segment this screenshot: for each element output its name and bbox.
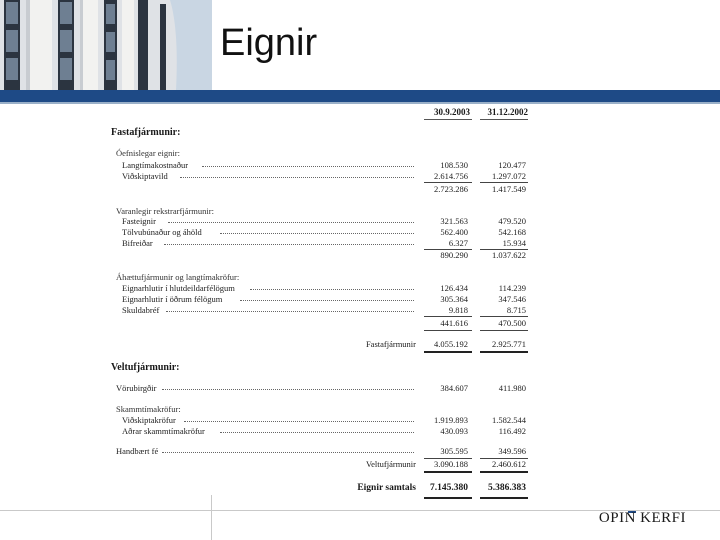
grand-total-label: Eignir samtals xyxy=(357,483,416,493)
value-2002: 542.168 xyxy=(498,227,526,237)
row-label: Skuldabréf xyxy=(122,305,160,315)
row-label: Vörubirgðir xyxy=(116,383,157,393)
slide-title: Eignir xyxy=(220,22,318,64)
leader-dots xyxy=(162,389,414,390)
header-band xyxy=(0,90,720,102)
subtotal-row xyxy=(122,318,528,330)
column-header-2003: 30.9.2003 xyxy=(434,107,470,117)
subtotal-2003: 2.723.286 xyxy=(434,184,468,194)
leader-dots xyxy=(180,177,414,178)
value-2002: 15.934 xyxy=(502,238,526,248)
value-2003: 384.607 xyxy=(440,383,468,393)
subtotal-rule xyxy=(424,182,472,183)
row-label: Eignarhlutir í öðrum félögum xyxy=(122,294,223,304)
row-label: Bifreiðar xyxy=(122,238,153,248)
total-rule xyxy=(480,471,528,473)
table-row xyxy=(122,216,528,227)
subtotal-2002: 470.500 xyxy=(498,318,526,328)
table-row xyxy=(122,227,528,238)
value-2002: 8.715 xyxy=(506,305,526,315)
table-row xyxy=(122,238,528,249)
total-label: Fastafjármunir xyxy=(365,339,416,349)
subtotal-rule xyxy=(480,330,528,331)
leader-dots xyxy=(250,289,414,290)
column-header-underline xyxy=(424,119,472,120)
subheading-receivables: Skammtímakröfur: xyxy=(116,404,181,414)
section-heading-current-assets: Veltufjármunir: xyxy=(111,362,180,373)
subtotal-row xyxy=(122,184,528,196)
subtotal-rule xyxy=(480,182,528,183)
leader-dots xyxy=(240,300,414,301)
value-2002: 116.492 xyxy=(498,426,526,436)
leader-dots xyxy=(202,166,414,167)
subheading-financial: Áhættufjármunir og langtímakröfur: xyxy=(116,272,240,282)
subtotal-2003: 441.616 xyxy=(440,318,468,328)
value-2003: 305.364 xyxy=(440,294,468,304)
leader-dots xyxy=(168,222,414,223)
value-2002: 349.596 xyxy=(498,446,526,456)
subtotal-rule xyxy=(480,316,528,317)
total-rule xyxy=(424,471,472,473)
column-header-2002: 31.12.2002 xyxy=(487,107,528,117)
value-2002: 120.477 xyxy=(498,160,526,170)
total-label: Veltufjármunir xyxy=(365,459,416,469)
total-2003: 3.090.188 xyxy=(434,459,468,469)
value-2003: 562.400 xyxy=(440,227,468,237)
grand-total-2002: 5.386.383 xyxy=(488,483,526,493)
section-heading-fixed-assets: Fastafjármunir: xyxy=(111,127,181,138)
row-label: Tölvubúnaður og áhöld xyxy=(122,227,202,237)
table-row xyxy=(122,415,528,426)
row-label: Aðrar skammtímakröfur xyxy=(122,426,205,436)
total-2003: 4.055.192 xyxy=(434,339,468,349)
subheading-tangible: Varanlegir rekstrarfjármunir: xyxy=(116,206,214,216)
header-building-photo xyxy=(0,0,212,90)
grand-total-2003: 7.145.380 xyxy=(430,483,468,493)
subtotal-2003: 890.290 xyxy=(440,250,468,260)
row-label: Fasteignir xyxy=(122,216,156,226)
value-2003: 9.818 xyxy=(448,305,468,315)
subtotal-2002: 1.417.549 xyxy=(492,184,526,194)
value-2003: 430.093 xyxy=(440,426,468,436)
subtotal-row xyxy=(122,250,528,262)
subtotal-rule xyxy=(424,316,472,317)
value-2003: 6.327 xyxy=(448,238,468,248)
total-2002: 2.925.771 xyxy=(492,339,526,349)
table-row xyxy=(122,160,528,171)
table-row xyxy=(122,305,528,316)
value-2002: 1.297.072 xyxy=(492,171,526,181)
value-2003: 321.563 xyxy=(440,216,468,226)
header-band-accent xyxy=(0,102,720,104)
value-2003: 305.595 xyxy=(440,446,468,456)
footer-vertical-divider xyxy=(211,495,212,540)
leader-dots xyxy=(220,233,414,234)
leader-dots xyxy=(162,452,414,453)
value-2002: 347.546 xyxy=(498,294,526,304)
leader-dots xyxy=(164,244,414,245)
table-row xyxy=(116,446,526,457)
value-2002: 114.239 xyxy=(498,283,526,293)
grand-total-rule xyxy=(480,497,528,499)
column-header-underline xyxy=(480,119,528,120)
table-row xyxy=(122,171,528,182)
row-label: Langtímakostnaður xyxy=(122,160,189,170)
grand-total-row xyxy=(122,483,528,495)
table-row xyxy=(122,283,528,294)
grand-total-rule xyxy=(424,497,472,499)
subtotal-rule xyxy=(424,330,472,331)
total-rule xyxy=(424,351,472,353)
value-2003: 108.530 xyxy=(440,160,468,170)
leader-dots xyxy=(184,421,414,422)
value-2003: 1.919.893 xyxy=(434,415,468,425)
value-2003: 126.434 xyxy=(440,283,468,293)
leader-dots xyxy=(166,311,414,312)
row-label: Viðskiptavild xyxy=(122,171,168,181)
total-rule xyxy=(480,351,528,353)
subheading-intangible: Óefnislegar eignir: xyxy=(116,148,180,158)
total-2002: 2.460.612 xyxy=(492,459,526,469)
current-assets-total-row xyxy=(122,459,528,471)
table-row xyxy=(116,383,526,394)
row-label: Eignarhlutir í hlutdeildarfélögum xyxy=(122,283,235,293)
subtotal-2002: 1.037.622 xyxy=(492,250,526,260)
table-row xyxy=(122,426,528,437)
row-label: Handbært fé xyxy=(116,446,159,456)
company-logo: OPIN KERFI xyxy=(598,510,686,526)
value-2002: 1.582.544 xyxy=(492,415,526,425)
value-2002: 411.980 xyxy=(498,383,526,393)
table-row xyxy=(122,294,528,305)
fixed-assets-total-row xyxy=(122,339,528,351)
value-2002: 479.520 xyxy=(498,216,526,226)
row-label: Viðskiptakröfur xyxy=(122,415,176,425)
value-2003: 2.614.756 xyxy=(434,171,468,181)
leader-dots xyxy=(220,432,414,433)
